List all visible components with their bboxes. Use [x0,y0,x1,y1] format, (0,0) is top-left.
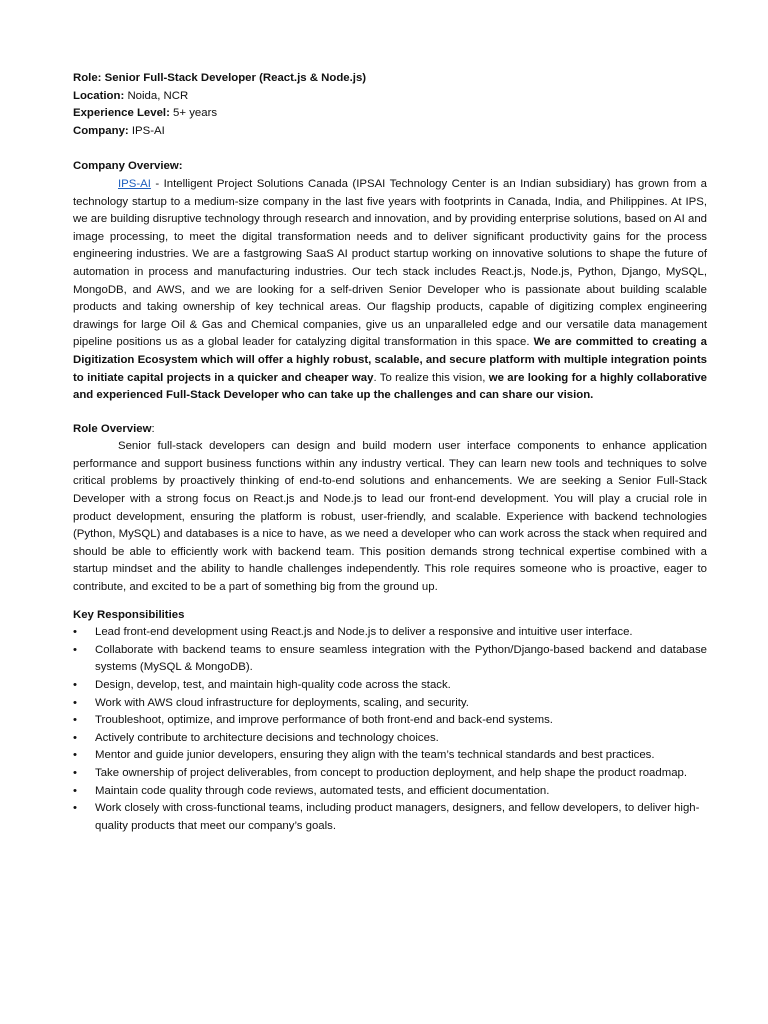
list-item-text: Actively contribute to architecture decisions and technology choices. [95,731,439,744]
list-item [73,677,707,695]
company-overview-title: Company Overview: [73,160,183,173]
company-label: Company: [73,124,129,137]
bullet-icon: • [73,802,77,815]
bullet-icon: • [73,626,77,639]
ips-ai-link[interactable]: IPS-AI [118,177,151,190]
list-item [73,642,707,677]
list-item-text: Design, develop, test, and maintain high-quality code across the stack. [95,679,451,691]
list-item [73,783,707,801]
list-item [73,624,707,642]
list-item-text: Work closely with cross-functional teams, including product managers, designers, and fellow developers, to deliver high-quality products that meet our company’s goals. [95,802,700,832]
role-overview-paragraph: Senior full-stack developers can design and build modern user interface components to enhance application performance and support business functions within any industry vertical. They can learn new tools and techniques to solve critical problems by proactively thinking of end-to-end solutions and enhancements. We are seeking a Senior Full-Stack Developer with a strong focus on React.js and Node.js to lead our front-end development. You will play a crucial role in product development, ensuring the platform is robust, user-friendly, and scalable. Experience with backend technologies (Python, MySQL) and databases is a nice to have, as we need a developer who can work across the stack when required and should be able to efficiently work with backend team. This position demands strong technical expertise combined with a startup mindset and the ability to handle challenges independently. This role requires someone who is proactive, eager to contribute, and excited to be a part of something big from the ground up. [73,440,707,594]
job-description-document [73,70,707,835]
list-item [73,730,707,748]
key-responsibilities-title: Key Responsibilities [73,608,185,621]
bullet-icon: • [73,679,77,691]
responsibilities-list [73,624,707,835]
bullet-icon: • [73,784,77,797]
list-item-text: Maintain code quality through code reviews, automated tests, and efficient documentation. [95,784,550,797]
experience-value: 5+ years [173,107,218,120]
list-item-text: Collaborate with backend teams to ensure seamless integration with the Python/Django-based backend and database systems (MySQL & MongoDB). [95,643,707,674]
list-item-text: Lead front-end development using React.js and Node.js to deliver a responsive and intuitive user interface. [95,626,633,639]
location-label: Location: [73,89,125,102]
company-overview-bold-2: we are looking for a highly collaborative and experienced Full-Stack Developer who can take up the challenges and can share our vision. [73,371,707,402]
bullet-icon: • [73,766,77,779]
experience-line [73,105,707,123]
bullet-icon: • [73,714,77,727]
company-overview-text-2: . To realize this vision, [373,371,489,384]
list-item [73,695,707,713]
bullet-icon: • [73,749,77,762]
company-overview-paragraph [73,176,707,405]
role-label: Role: [73,72,102,84]
bullet-icon: • [73,643,77,656]
location-value: Noida, NCR [127,89,189,102]
company-line [73,123,707,141]
list-item-text: Take ownership of project deliverables, from concept to production deployment, and help shape the product roadmap. [95,766,688,779]
bullet-icon: • [73,731,77,744]
location-line [73,88,707,106]
role-overview-title-suffix: : [151,422,155,435]
role-value: Senior Full-Stack Developer (React.js & Node.js) [104,72,367,84]
list-item [73,765,707,783]
role-overview-heading [73,421,707,439]
list-item [73,800,707,835]
list-item-text: Work with AWS cloud infrastructure for deployments, scaling, and security. [95,696,469,709]
company-overview-bold-1: We are committed to creating a Digitization Ecosystem which will offer a highly robust, scalable, and secure platform with multiple integration points to initiate capital projects in a quicker and cheaper way [73,336,708,384]
list-item-text: Troubleshoot, optimize, and improve performance of both front-end and back-end systems. [95,714,553,727]
list-item [73,747,707,765]
company-value: IPS-AI [131,124,165,137]
bullet-icon: • [73,696,77,709]
list-item-text: Mentor and guide junior developers, ensuring they align with the team’s technical standards and best practices. [95,749,655,762]
experience-label: Experience Level: [73,107,170,120]
role-overview-title: Role Overview [73,422,152,435]
role-line [73,70,707,88]
company-overview-text-1: - Intelligent Project Solutions Canada (IPSAI Technology Center is an Indian subsidiary) has grown from a technology startup to a medium-size company in the last five years with footprints in Canada, India, and Philippines. At IPS, we are building disruptive technology through research and innovation, and by providing enterprise solutions, based on AI and image processing, to meet the digital transformation needs and to deliver significant productivity gains for the process engineering industries. We are a fastgrowing SaaS AI product startup working on innovative solutions to shape the future of automation in process and manufacturing industries. Our tech stack includes React.js, Node.js, Python, Django, MySQL, MongoDB, and AWS, and we are looking for a self-driven Senior Developer who is passionate about building scalable products and taking ownership of key technical areas. Our flagship products, capable of digitizing complex engineering drawings for large Oil & Gas and Chemical companies, give us an unparalleled edge and our versatile data management pipeline positions us as a global leader for catalyzing digital transformation in this space. [73,177,707,349]
list-item [73,712,707,730]
